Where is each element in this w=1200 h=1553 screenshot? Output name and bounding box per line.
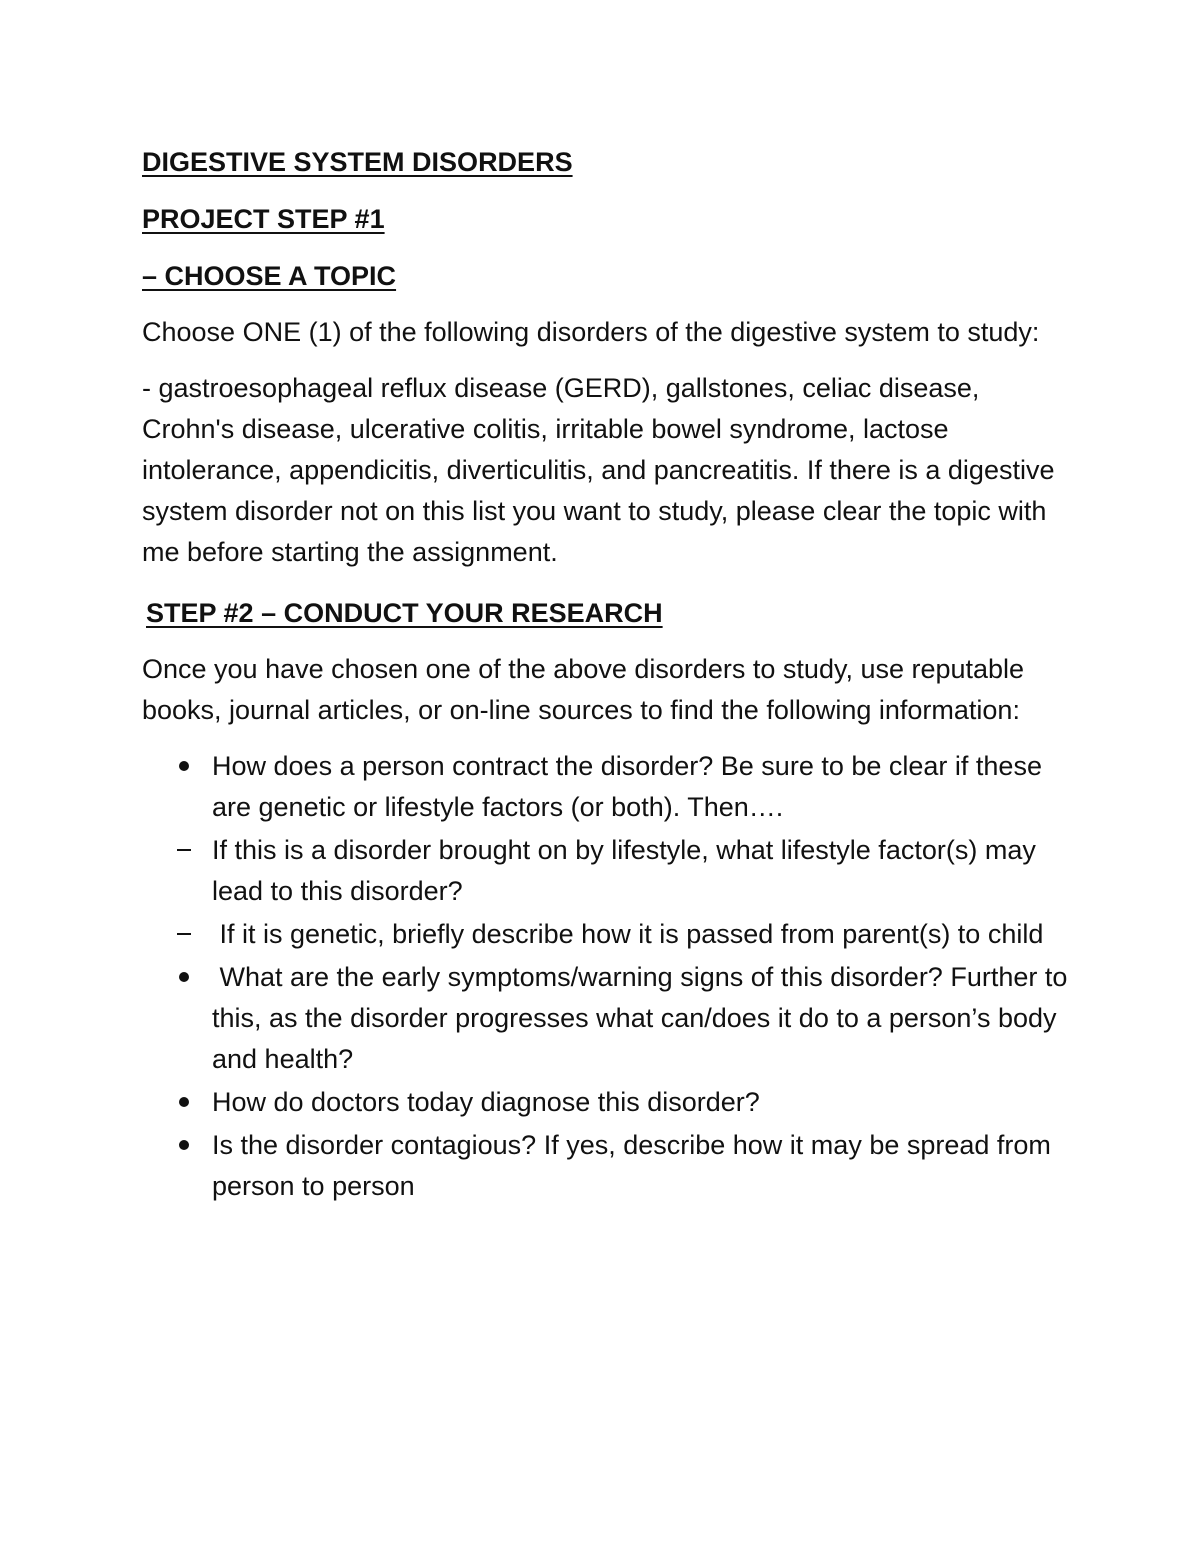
bullet-icon bbox=[172, 1082, 196, 1123]
list-item bbox=[142, 830, 1072, 912]
step2-intro-paragraph: Once you have chosen one of the above disorders to study, use reputable books, journal articles, or on-line sources to find the following information: bbox=[142, 654, 1025, 725]
list-item-text: Is the disorder contagious? If yes, describe how it may be spread from person to person bbox=[212, 1130, 1051, 1201]
list-item-text: If it is genetic, briefly describe how it is passed from parent(s) to child bbox=[212, 919, 1044, 949]
document-title: DIGESTIVE SYSTEM DISORDERS bbox=[142, 147, 573, 177]
list-item-text: How does a person contract the disorder? Be sure to be clear if these are genetic or lifestyle factors (or both). Then…. bbox=[212, 751, 1042, 822]
dash-icon bbox=[172, 914, 196, 955]
list-item bbox=[142, 1125, 1072, 1207]
intro-paragraph: Choose ONE (1) of the following disorders of the digestive system to study: bbox=[142, 317, 1040, 347]
list-item-text: What are the early symptoms/warning signs of this disorder? Further to this, as the disorder progresses what can/does it do to a person’s body and health? bbox=[212, 962, 1075, 1074]
bullet-icon bbox=[172, 746, 196, 787]
list-item bbox=[142, 746, 1072, 828]
list-item-text: How do doctors today diagnose this disorder? bbox=[212, 1087, 760, 1117]
research-questions-list bbox=[142, 746, 1075, 1207]
list-item bbox=[142, 914, 1072, 955]
bullet-icon bbox=[172, 957, 196, 998]
document-page bbox=[142, 142, 1075, 1209]
dash-icon bbox=[172, 830, 196, 871]
step1-subheading: – CHOOSE A TOPIC bbox=[142, 261, 397, 291]
step2-heading: STEP #2 – CONDUCT YOUR RESEARCH bbox=[146, 598, 663, 628]
list-item-text: If this is a disorder brought on by lifestyle, what lifestyle factor(s) may lead to this disorder? bbox=[212, 835, 1036, 906]
list-item bbox=[142, 1082, 1072, 1123]
list-item bbox=[142, 957, 1075, 1080]
disorders-paragraph: - gastroesophageal reflux disease (GERD), gallstones, celiac disease, Crohn's disease, ulcerative colitis, irritable bowel syndrome, lactose intolerance, appendicitis, diverticulitis, and pancreatitis. If there is a digestive system disorder not on this list you want to study, please clear the topic with me before starting the assignment. bbox=[142, 373, 1055, 567]
step1-heading: PROJECT STEP #1 bbox=[142, 204, 385, 234]
bullet-icon bbox=[172, 1125, 196, 1166]
